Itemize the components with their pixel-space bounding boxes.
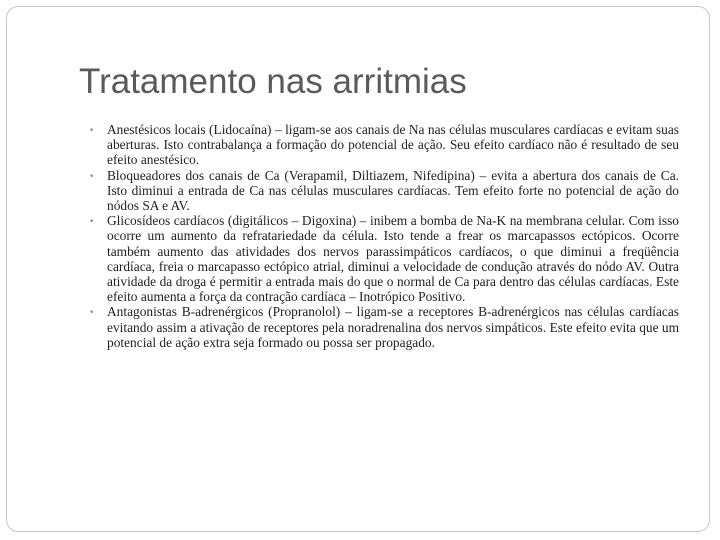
bullet-list: [85, 122, 679, 350]
bullet-dot-icon: •: [89, 126, 95, 136]
bullet-dot-icon: •: [89, 217, 95, 228]
bullet-item: [85, 122, 679, 168]
bullet-text: Anestésicos locais (Lidocaína) – ligam-se aos canais de Na nas células musculares cardíacas e evitam suas aberturas. Isto contrabalança a formação do potencial de ação. Seu efeito cardíaco não é resultado de seu efeito anestésico.: [107, 122, 679, 168]
bullet-text: Antagonistas Β-adrenérgicos (Propranolol) – ligam-se a receptores Β-adrenérgicos nas células cardíacas evitando assim a ativação de receptores pela noradrenalina dos nervos simpáticos. Este efeito evita que um potencial de ação extra seja formado ou possa ser propagado.: [107, 304, 679, 350]
bullet-item: [85, 304, 679, 350]
bullet-text: Glicosídeos cardíacos (digitálicos – Digoxina) – inibem a bomba de Na-K na membrana celular. Com isso ocorre um aumento da refratariedade da célula. Isto tende a frear os marcapassos ectópicos. Ocorre também aumento das atividades dos nervos parassimpáticos cardíacos, o que diminui a freqüência cardíaca, freia o marcapasso ectópico atrial, diminui a velocidade de condução através do nódo AV. Outra atividade da droga é permitir a entrada mais do que o normal de Ca para dentro das células cardíacas. Este efeito aumenta a força da contração cardíaca – Inotrópico Positivo.: [107, 213, 679, 305]
bullet-item: [85, 213, 679, 304]
bullet-dot-icon: •: [89, 171, 95, 182]
slide: [6, 6, 710, 532]
bullet-text: Bloqueadores dos canais de Ca (Verapamil, Diltiazem, Nifedipina) – evita a abertura dos canais de Ca. Isto diminui a entrada de Ca nas células musculares cardíacas. Tem efeito forte no potencial de ação do nódos SA e AV.: [107, 167, 679, 214]
slide-title: Tratamento nas arritmias: [79, 62, 467, 101]
bullet-dot-icon: •: [89, 308, 95, 319]
bullet-item: [85, 168, 679, 214]
